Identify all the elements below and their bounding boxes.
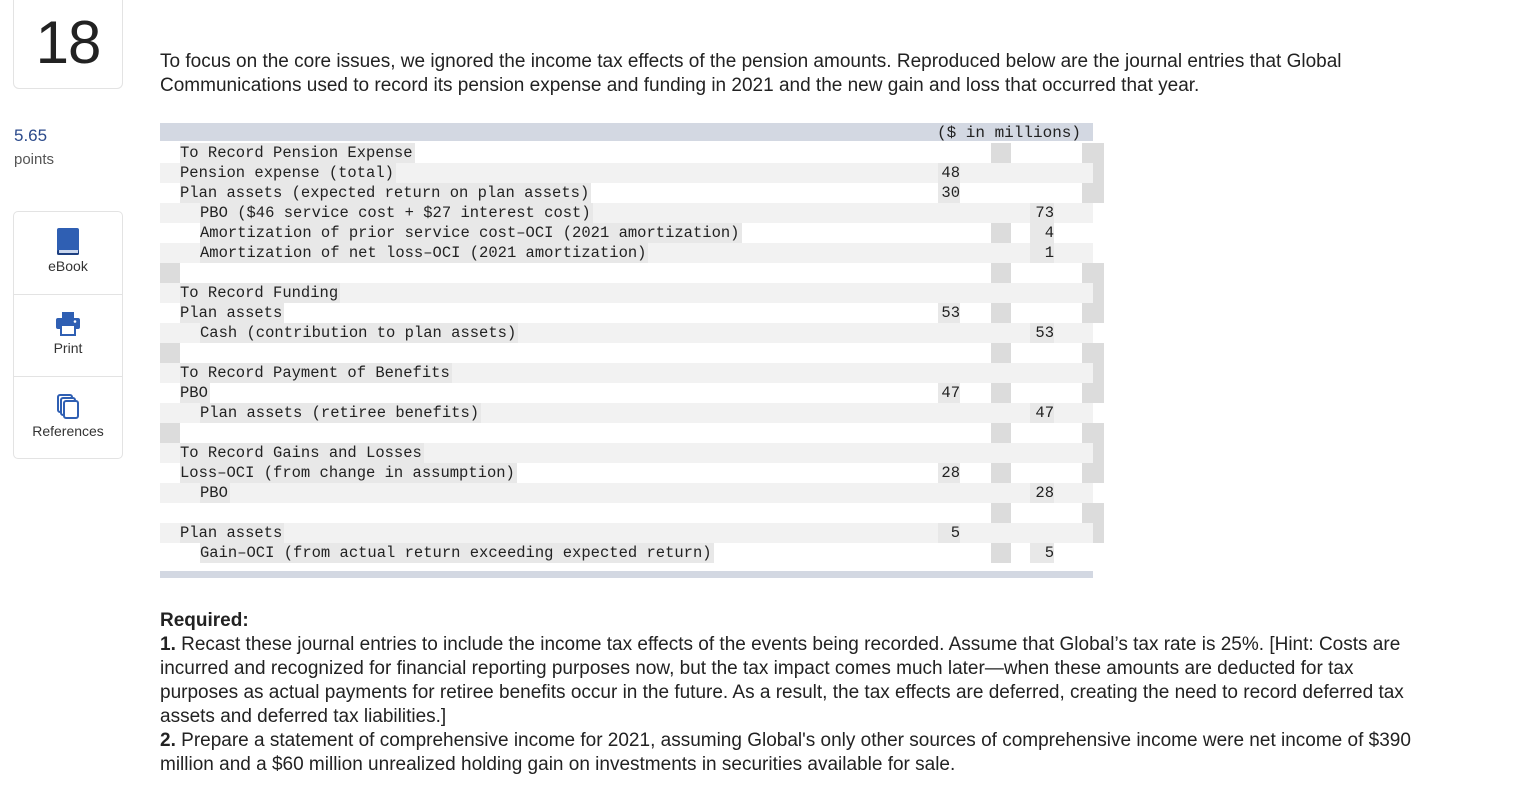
required-heading: Required: (160, 610, 249, 631)
table-row (160, 143, 1093, 163)
table-row (160, 483, 1093, 503)
points-label: points (14, 151, 55, 168)
table-row (160, 403, 1093, 423)
print-label: Print (53, 340, 83, 356)
table-row (160, 183, 1093, 203)
question-number: 18 (13, 0, 123, 89)
book-icon (56, 228, 80, 256)
account-name: Plan assets (180, 524, 283, 542)
table-row (160, 263, 1093, 283)
account-name: Amortization of net loss–OCI (2021 amortization) (200, 244, 647, 262)
account-name: Plan assets (retiree benefits) (200, 404, 480, 422)
table-footer-bar (160, 571, 1093, 578)
table-row (160, 503, 1093, 523)
account-name: To Record Gains and Losses (180, 444, 422, 462)
points-value: 5.65 (14, 126, 48, 145)
credit-amount: 28 (1030, 483, 1054, 503)
item1-text: Recast these journal entries to include the income tax effects of the events being recorded. Assume that Global’s tax rate is 25%. [Hint: Costs are incurred and recognized for financial reporting purposes now, but the tax impact comes much later—when these amounts are deducted for tax purposes as actual payments for retiree benefits occur in the future. As a result, the tax effects are deferred, creating the need to record deferred tax assets and deferred tax liabilities.] (160, 634, 1404, 727)
table-row (160, 243, 1093, 263)
printer-icon (56, 310, 80, 338)
item1-number: 1. (160, 634, 176, 655)
account-name: Plan assets (expected return on plan assets) (180, 184, 590, 202)
credit-amount: 1 (1030, 243, 1054, 263)
intro-paragraph: To focus on the core issues, we ignored the income tax effects of the pension amounts. Reproduced below are the journal entries that Global Communications used to record its pension expense and funding in 2021 and the new gain and loss that occurred that year. (160, 51, 1342, 96)
account-name: To Record Pension Expense (180, 144, 413, 162)
account-name: PBO (180, 384, 208, 402)
table-row (160, 543, 1093, 563)
table-row (160, 383, 1093, 403)
table-row (160, 323, 1093, 343)
debit-amount: 48 (938, 163, 960, 183)
debit-amount: 47 (938, 383, 960, 403)
references-label: References (32, 423, 104, 439)
account-name: Pension expense (total) (180, 164, 394, 182)
table-row (160, 443, 1093, 463)
required-section (160, 609, 1420, 777)
debit-amount: 5 (938, 523, 960, 543)
table-row (160, 343, 1093, 363)
ebook-label: eBook (48, 258, 88, 274)
account-name: To Record Funding (180, 284, 339, 302)
account-name: Loss–OCI (from change in assumption) (180, 464, 515, 482)
debit-amount: 30 (938, 183, 960, 203)
credit-amount: 73 (1030, 203, 1054, 223)
references-button[interactable] (14, 376, 122, 458)
table-row (160, 423, 1093, 443)
credit-amount: 53 (1030, 323, 1054, 343)
table-row (160, 163, 1093, 183)
debit-amount: 28 (938, 463, 960, 483)
credit-amount: 47 (1030, 403, 1054, 423)
credit-amount: 4 (1030, 223, 1054, 243)
references-icon (56, 392, 80, 420)
table-row (160, 523, 1093, 543)
item2-number: 2. (160, 730, 176, 751)
ebook-button[interactable] (14, 212, 122, 295)
table-row (160, 203, 1093, 223)
table-row (160, 463, 1093, 483)
credit-amount: 5 (1030, 543, 1054, 563)
account-name: Plan assets (180, 304, 283, 322)
table-row (160, 223, 1093, 243)
account-name: PBO (200, 484, 228, 502)
table-row (160, 303, 1093, 323)
journal-entries-table (160, 123, 1093, 578)
table-units-header: ($ in millions) (936, 124, 1081, 142)
account-name: PBO ($46 service cost + $27 interest cost) (200, 204, 591, 222)
print-button[interactable] (14, 294, 122, 377)
account-name: Cash (contribution to plan assets) (200, 324, 517, 342)
table-row (160, 283, 1093, 303)
item2-text: Prepare a statement of comprehensive income for 2021, assuming Global's only other sources of comprehensive income were net income of $390 million and a $60 million unrealized holding gain on investments in securities available for sale. (160, 730, 1411, 775)
account-name: Amortization of prior service cost–OCI (2021 amortization) (200, 224, 740, 242)
tools-panel (13, 211, 123, 459)
table-row (160, 363, 1093, 383)
account-name: To Record Payment of Benefits (180, 364, 450, 382)
debit-amount: 53 (938, 303, 960, 323)
account-name: Gain–OCI (from actual return exceeding expected return) (200, 544, 712, 562)
